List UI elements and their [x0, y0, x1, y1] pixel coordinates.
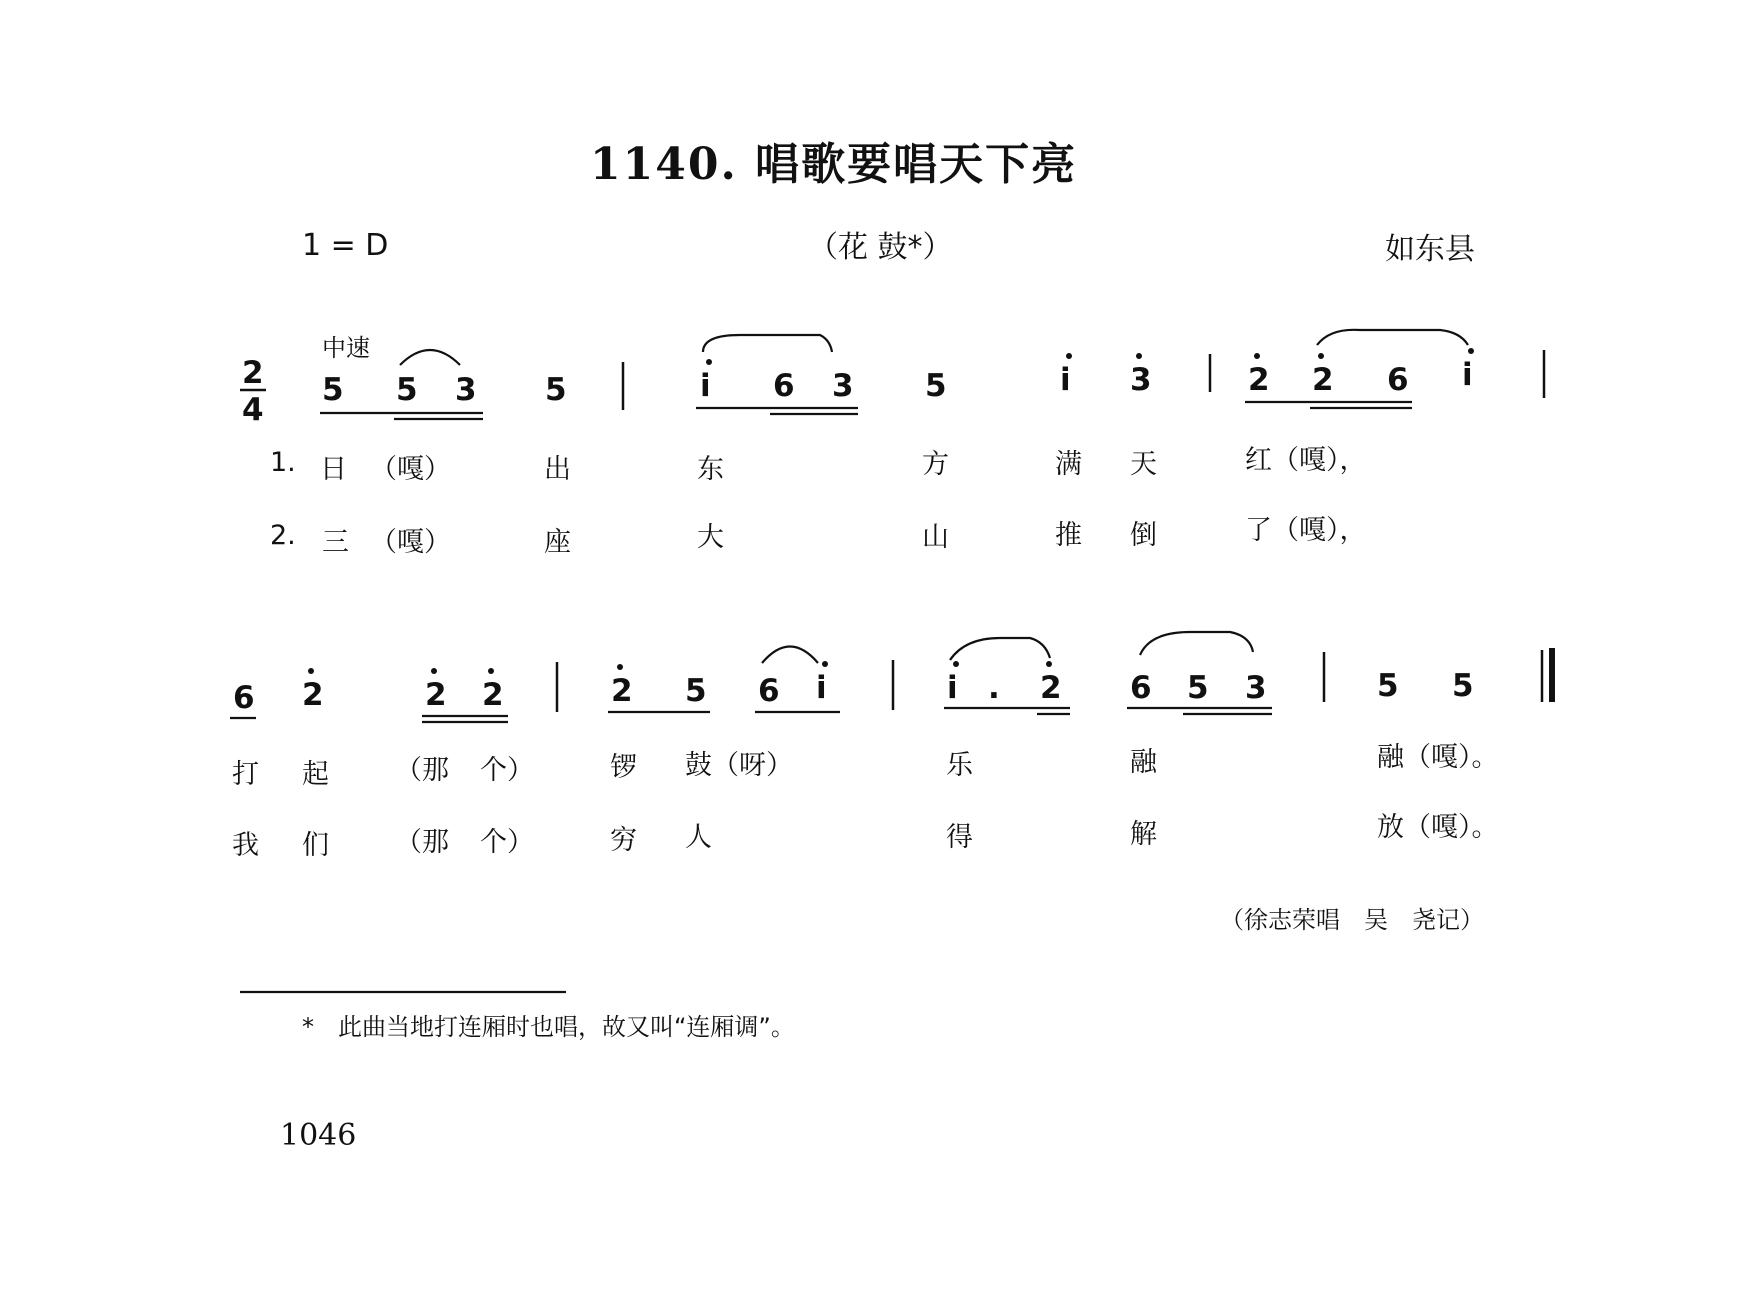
note: 3 [455, 372, 477, 408]
slurs [400, 330, 1468, 663]
lyric: 方 [922, 449, 949, 480]
time-signature-bottom: 4 [242, 392, 264, 428]
note: 5 [925, 368, 947, 404]
octave-dot [1254, 353, 1260, 359]
lyric: 三 [322, 527, 349, 558]
lyric: 放（嘎）。 [1377, 812, 1499, 843]
octave-dot [308, 668, 314, 674]
note: 3 [832, 368, 854, 404]
octave-dot [1136, 353, 1142, 359]
octave-dot [1468, 348, 1474, 354]
note: i [1060, 362, 1071, 398]
octave-dot [1046, 661, 1052, 667]
lyric: 山 [922, 522, 949, 553]
barlines [557, 350, 1552, 712]
slur [1317, 330, 1468, 345]
note: 5 [1187, 670, 1209, 706]
note: 5 [545, 372, 567, 408]
note: 2 [611, 673, 633, 709]
octave-dot [488, 668, 494, 674]
note: 3 [1130, 362, 1152, 398]
note: i [700, 368, 711, 404]
lyric: 出 [544, 454, 571, 485]
song-title: 1140. 唱歌要唱天下亮 [590, 139, 1078, 190]
octave-dot [1318, 353, 1324, 359]
page-number: 1046 [280, 1118, 357, 1153]
time-signature-top: 2 [242, 355, 264, 391]
note: 2 [425, 677, 447, 713]
lyric: 个） [480, 755, 534, 786]
slur [762, 647, 818, 664]
key-signature: 1 = D [302, 228, 389, 263]
octave-dot [953, 661, 959, 667]
note: 5 [396, 372, 418, 408]
note: 5 [685, 673, 707, 709]
lyric: 鼓（呀） [685, 750, 793, 781]
lyric: 融 [1130, 747, 1157, 778]
note: i [1462, 357, 1473, 393]
lyric: 乐 [946, 750, 973, 781]
lyric: 解 [1130, 819, 1157, 850]
lyric: 起 [302, 759, 329, 790]
lyric: 融（嘎）。 [1377, 742, 1499, 773]
note: 2 [1040, 670, 1062, 706]
note: 2 [302, 677, 324, 713]
note: 6 [1130, 670, 1152, 706]
slur [400, 350, 460, 365]
note: i [816, 670, 827, 706]
slur [950, 638, 1050, 660]
lyric: 了（嘎）， [1245, 515, 1367, 546]
lyric: 座 [544, 527, 571, 558]
lyric: 我 [232, 830, 259, 861]
note: 6 [233, 680, 255, 716]
octave-dot [1066, 353, 1072, 359]
octave-dot [617, 664, 623, 670]
note: i [947, 670, 958, 706]
note: 3 [1245, 670, 1267, 706]
note: . [988, 670, 1000, 706]
lyric: 日 [320, 454, 347, 485]
note: 5 [1452, 668, 1474, 704]
octave-dots [308, 348, 1474, 674]
lyric: 锣 [610, 752, 637, 783]
genre-label: （花 鼓*） [808, 230, 953, 265]
verse-number: 2. [270, 520, 296, 551]
slur [703, 335, 832, 352]
performer-credit: （徐志荣唱 吴 尧记） [1220, 906, 1484, 934]
lyric: 穷 [610, 825, 637, 856]
lyric: 推 [1055, 520, 1082, 551]
tempo-marking: 中速 [322, 334, 370, 362]
verse-number: 1. [270, 447, 296, 478]
lyric: （嘎） [370, 527, 451, 558]
footnote: * 此曲当地打连厢时也唱，故又叫“连厢调”。 [302, 1013, 795, 1041]
lyric: 得 [946, 822, 973, 853]
octave-dot [431, 668, 437, 674]
note: 6 [773, 368, 795, 404]
underlines [230, 402, 1412, 722]
lyric: 天 [1130, 449, 1157, 480]
note: 5 [1377, 668, 1399, 704]
octave-dot [822, 661, 828, 667]
lyric: 东 [697, 454, 724, 485]
region-label: 如东县 [1385, 232, 1475, 267]
octave-dot [706, 359, 712, 365]
lyric: 打 [232, 759, 259, 790]
lyric: （那 [395, 755, 449, 786]
lyric: 人 [685, 822, 712, 853]
note: 5 [322, 372, 344, 408]
note: 2 [1312, 362, 1334, 398]
lyric: 满 [1055, 449, 1082, 480]
note: 6 [1387, 362, 1409, 398]
note: 2 [1248, 362, 1270, 398]
note: 6 [758, 673, 780, 709]
lyric: （那 [395, 827, 449, 858]
note: 2 [482, 677, 504, 713]
lyric: 倒 [1130, 520, 1157, 551]
slur [1140, 632, 1253, 655]
lyric: 们 [302, 830, 329, 861]
lyric: （嘎） [370, 454, 451, 485]
lyric: 个） [480, 827, 534, 858]
lyric: 大 [697, 522, 724, 553]
lyric: 红（嘎）， [1245, 445, 1367, 476]
